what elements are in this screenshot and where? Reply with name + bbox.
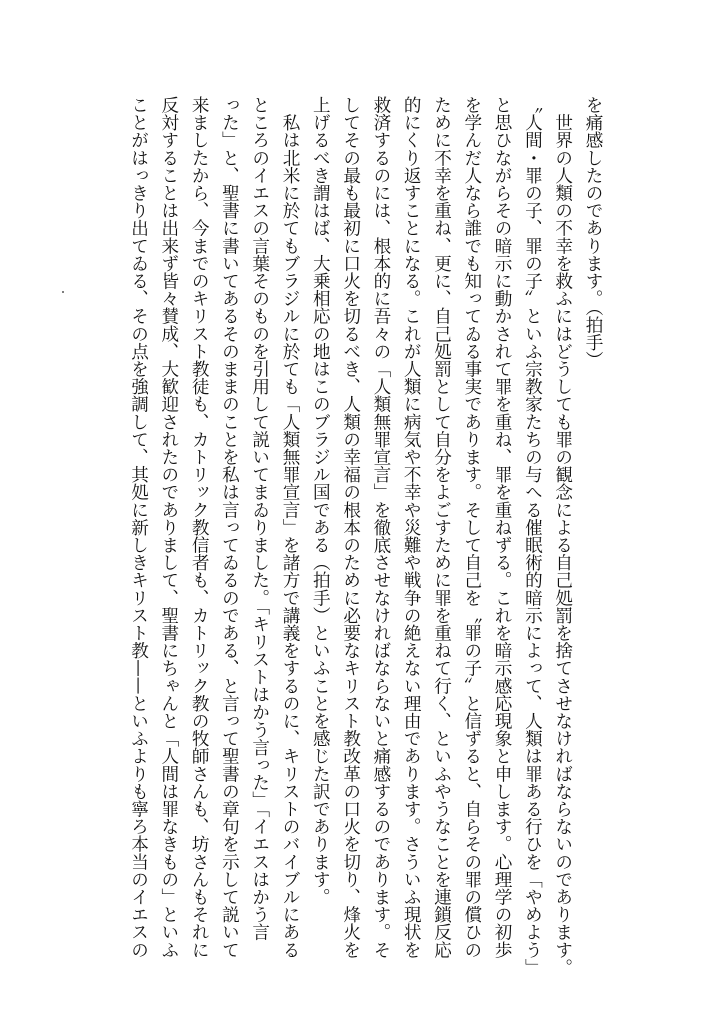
- scan-speck: [62, 291, 64, 293]
- text-line: 上げるべき謂はば、大乗相応の地はこのブラジル国である（拍手）といふことを感じた訳であります。: [310, 96, 331, 906]
- text-line: ことがはっきり出てゐる、その点を強調して、其処に新しきキリスト教——といふよりも寧ろ本当のイエスの: [128, 96, 149, 959]
- text-line: 来ましたから、今までのキリスト教徒も、カトリック教信者も、カトリック教の牧師さんも、坊さんもそれに: [189, 96, 210, 959]
- text-line: 救済するのには、根本的に吾々の「人類無罪宣言」を徹底させなければならないと痛感するのであります。そ: [370, 96, 391, 959]
- text-line: 反対することは出来ず皆々賛成、大歓迎されたのでありまして、聖書にちゃんと「人間は罪なきもの」といふ: [158, 96, 179, 959]
- text-line: 〝人間・罪の子、罪の子〟といふ宗教家たちの与へる催眠術的暗示によって、人類は罪ある行ひを「やめよう」: [522, 96, 543, 976]
- text-line: を痛感したのであります。（拍手）: [583, 96, 603, 369]
- text-line: してその最も最初に口火を切るべき、人類の幸福の根本のために必要なキリスト教改革の口火を切り、烽火を: [340, 96, 361, 959]
- text-line: ために不幸を重ね、更に、自己処罰として自分をよごすために罪を重ねて行く、といふやうなことを連鎖反応: [431, 96, 452, 959]
- text-line: った」と、聖書に書いてあるそのままのことを私は言ってゐるのである、と言って聖書の章句を示して説いて: [219, 96, 240, 959]
- text-line: 私は北米に於てもブラジルに於ても「人類無罪宣言」を諸方で講義をするのに、キリストのバイブルにある: [280, 96, 301, 959]
- text-line: を学んだ人なら誰でも知ってゐる事実であります。そして自己を〝罪の子〟と信ずると、自らその罪の償ひの: [461, 96, 482, 959]
- text-line: と思ひながらその暗示に動かされて罪を重ね、罪を重ねずる。これを暗示感応現象と申します。心理学の初歩: [492, 96, 513, 959]
- text-line: 世界の人類の不幸を救ふにはどうしても罪の観念による自己処罰を捨てさせなければならないのであります。: [552, 96, 573, 976]
- text-line: 的にくり返すことになる。これが人類に病気や不幸や災難や戦争の絶えない理由であります。さういふ現状を: [401, 96, 422, 959]
- text-line: ところのイエスの言葉そのものを引用して説いてまゐりました。「キリストはかう言った」「イエスはかう言: [249, 96, 270, 941]
- vertical-text-body: [123, 96, 608, 976]
